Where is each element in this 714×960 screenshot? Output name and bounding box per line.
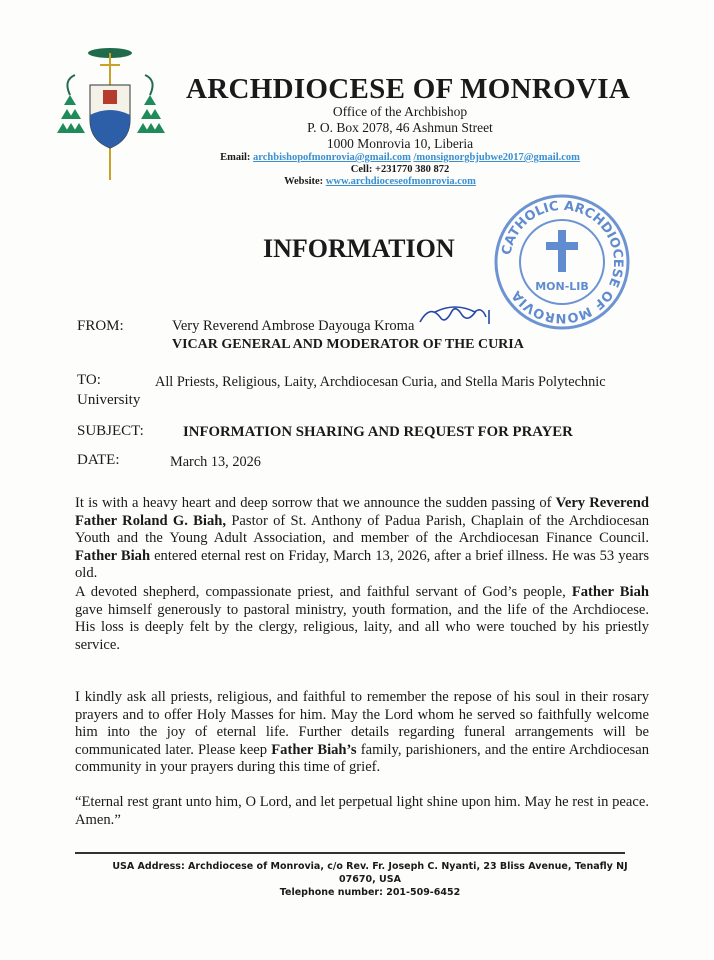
- cell-label: Cell:: [350, 164, 373, 175]
- cell-number: +231770 380 872: [374, 164, 450, 175]
- p2-name: Father Biah: [571, 584, 650, 600]
- to-label: TO:: [77, 372, 101, 388]
- stamp-center-text: MON-LIB: [535, 280, 589, 293]
- closing-prayer: “Eternal rest grant unto him, O Lord, and let perpetual light shine upon him. May he rest in peace. Amen.”: [75, 794, 649, 828]
- paragraph-2: [75, 584, 649, 654]
- coat-of-arms-logo: [55, 45, 165, 185]
- p1-text-3: entered eternal rest on Friday, March 13, 2026, after a brief illness. He was 53 years old.: [75, 547, 649, 582]
- p2-text-2: gave himself generously to pastoral ministry, youth formation, and the life of the Archdiocese. His loss is deeply felt by the clergy, religious, laity, and all who were touched by his priestly service.: [75, 601, 649, 653]
- email-link-2[interactable]: /monsignorgbjubwe2017@gmail.com: [413, 152, 580, 163]
- document-heading: INFORMATION: [263, 234, 455, 263]
- p3-text: I kindly ask all priests, religious, and faithful to remember the repose of his soul in their rosary prayers and to offer Holy Masses for him. May the Lord whom he served so faithfully welcome him into the joy of eternal life. Further details regarding funeral arrangements will be communicated later. Please keep: [75, 689, 649, 758]
- from-title: VICAR GENERAL AND MODERATOR OF THE CURIA: [172, 337, 524, 352]
- letterhead-address: [180, 104, 620, 188]
- p1-text: It is with a heavy heart and deep sorrow that we announce the sudden passing of: [75, 495, 556, 511]
- p2-text: A devoted shepherd, compassionate priest, and faithful servant of God’s people,: [75, 584, 572, 600]
- paragraph-3: [75, 689, 649, 777]
- website-label: Website:: [284, 176, 324, 187]
- email-label: Email:: [220, 152, 251, 163]
- archdiocese-stamp: [490, 190, 635, 335]
- usa-address: USA Address: Archdiocese of Monrovia, c/o Rev. Fr. Joseph C. Nyanti, 23 Bliss Avenue, Tenafly NJ 07670, USA: [112, 861, 628, 885]
- organization-title: ARCHDIOCESE OF MONROVIA: [186, 73, 631, 105]
- from-label: FROM:: [77, 318, 124, 334]
- office-line: Office of the Archbishop: [332, 104, 468, 119]
- date-value: March 13, 2026: [170, 454, 261, 470]
- signature: [415, 302, 505, 334]
- subject-label: SUBJECT:: [77, 423, 144, 439]
- p1-name-2: Father Biah: [75, 547, 151, 564]
- paragraph-1: [75, 495, 649, 583]
- footer: [100, 860, 640, 899]
- email-link-1[interactable]: archbishopofmonrovia@gmail.com: [253, 152, 411, 163]
- telephone: Telephone number: 201-509-6452: [279, 887, 461, 898]
- p1-name: Very Reverend Father Roland G. Biah,: [75, 495, 649, 529]
- cell-line: [180, 164, 620, 176]
- email-line: [180, 152, 620, 164]
- p3-text-2: family, parishioners, and the entire Archdiocesan community in your prayers during this time of grief.: [75, 741, 649, 776]
- p1-text-2: Pastor of St. Anthony of Padua Parish, Chaplain of the Archdiocesan Youth and the Young Adult Association, and member of the Archdiocesan Finance Council.: [75, 512, 649, 547]
- to-value: All Priests, Religious, Laity, Archdiocesan Curia, and Stella Maris Polytechnic: [155, 374, 606, 390]
- po-box-line: P. O. Box 2078, 46 Ashmun Street: [307, 120, 493, 135]
- footer-divider: [75, 852, 625, 854]
- subject-value: INFORMATION SHARING AND REQUEST FOR PRAYER: [183, 424, 573, 440]
- website-link[interactable]: www.archdioceseofmonrovia.com: [325, 176, 476, 187]
- stamp-ring-text: CATHOLIC ARCHDIOCESE OF MONROVIA: [499, 198, 626, 326]
- from-name: Very Reverend Ambrose Dayouga Kroma: [172, 318, 415, 334]
- p3-name: Father Biah’s: [271, 741, 357, 758]
- city-line: 1000 Monrovia 10, Liberia: [326, 136, 474, 151]
- website-line: [140, 176, 620, 188]
- to-value-cont: University: [77, 392, 141, 408]
- date-label: DATE:: [77, 452, 120, 468]
